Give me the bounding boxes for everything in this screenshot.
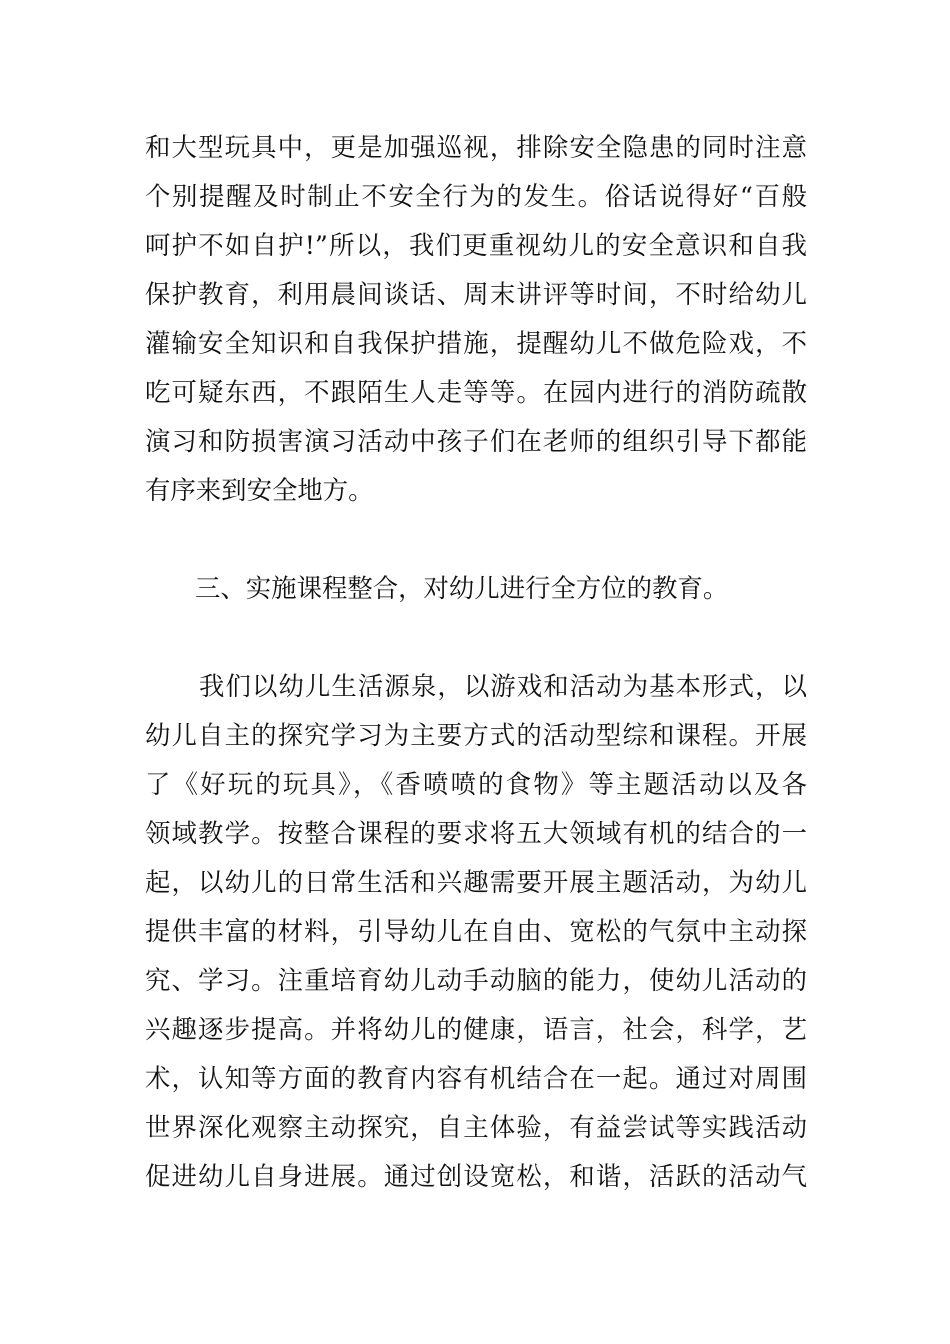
text-line: 究、学习。注重培育幼儿动手动脑的能力，使幼儿活动的 [145,965,807,995]
text-line: 有序来到安全地方。 [145,475,374,505]
text-line: 兴趣逐步提高。并将幼儿的健康，语言，社会，科学，艺 [145,1014,807,1044]
text-line: 起，以幼儿的日常生活和兴趣需要开展主题活动，为幼儿 [145,867,807,897]
paragraph-spacer [145,613,807,662]
text-line: 保护教育，利用晨间谈话、周末讲评等时间，不时给幼儿 [145,279,807,309]
text-line: 提供丰富的材料，引导幼儿在自由、宽松的气氛中主动探 [145,916,807,946]
text-line: 演习和防损害演习活动中孩子们在老师的组织引导下都能 [145,426,807,456]
section-heading: 三、实施课程整合，对幼儿进行全方位的教育。 [195,573,729,603]
paragraph-spacer [145,515,807,564]
text-line: 呵护不如自护!”所以，我们更重视幼儿的安全意识和自我 [145,230,807,260]
document-page [145,123,807,1201]
text-line: 领域教学。按整合课程的要求将五大领域有机的结合的一 [145,818,807,848]
text-line: 我们以幼儿生活源泉，以游戏和活动为基本形式，以 [199,671,807,701]
text-line: 幼儿自主的探究学习为主要方式的活动型综和课程。开展 [145,720,807,750]
paragraph-curriculum [145,662,807,1201]
text-line: 吃可疑东西，不跟陌生人走等等。在园内进行的消防疏散 [145,377,807,407]
text-line: 世界深化观察主动探究，自主体验，有益尝试等实践活动 [145,1112,807,1142]
text-line: 灌输安全知识和自我保护措施，提醒幼儿不做危险戏，不 [145,328,807,358]
text-line: 和大型玩具中，更是加强巡视，排除安全隐患的同时注意 [145,132,807,162]
text-line: 术，认知等方面的教育内容有机结合在一起。通过对周围 [145,1063,807,1093]
text-line: 了《好玩的玩具》，《香喷喷的食物》等主题活动以及各 [145,769,807,799]
text-line: 促进幼儿自身进展。通过创设宽松，和谐，活跃的活动气 [145,1161,807,1191]
text-line: 个别提醒及时制止不安全行为的发生。俗话说得好“百般 [145,181,807,211]
paragraph-safety [145,123,807,515]
